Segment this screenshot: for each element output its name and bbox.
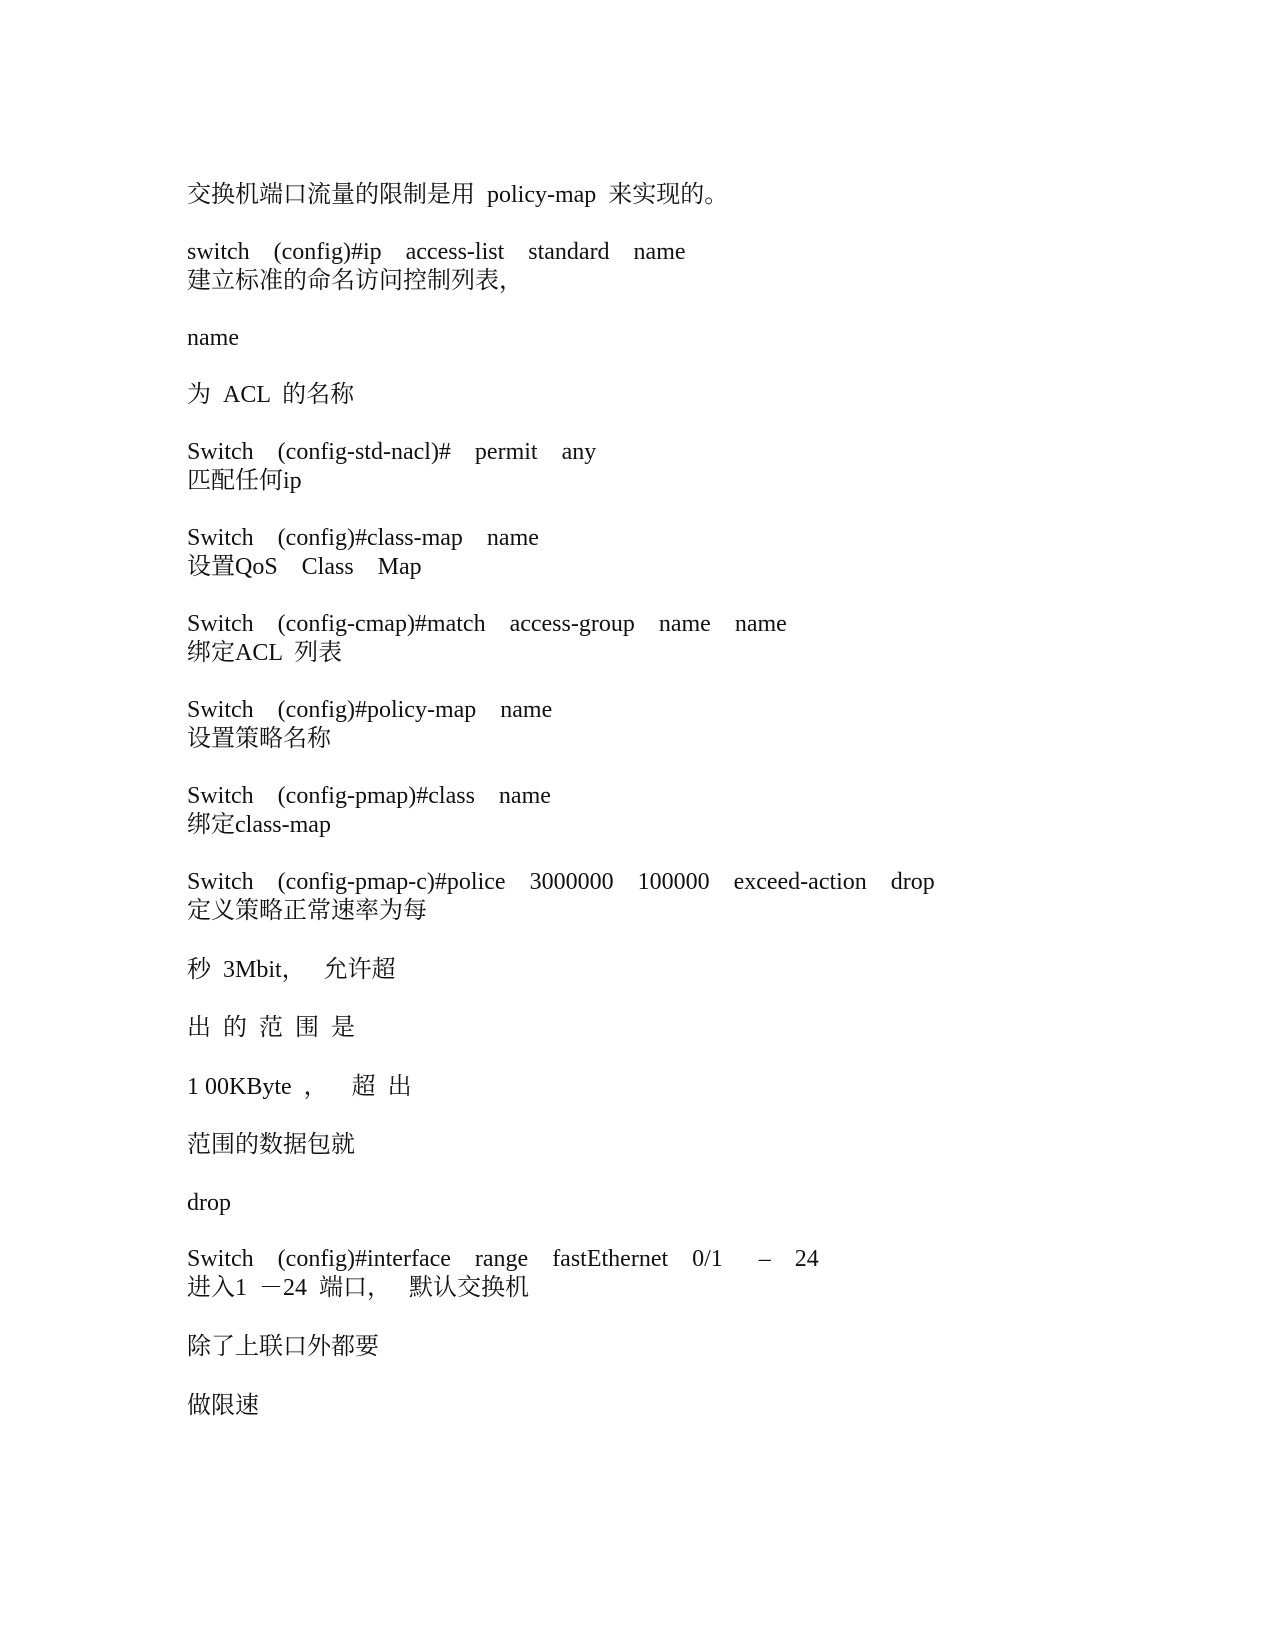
- command-line: Switch (config-cmap)#match access-group name name: [187, 611, 787, 637]
- text-line: name: [187, 325, 239, 351]
- description-line: 建立标准的命名访问控制列表，: [187, 268, 523, 294]
- description-line: 匹配任何ip: [187, 468, 302, 494]
- command-line: switch (config)#ip access-list standard name: [187, 239, 686, 265]
- command-line: Switch (config)#policy-map name: [187, 697, 553, 723]
- command-line: Switch (config-pmap-c)#police 3000000 100000 exceed-action drop: [187, 869, 935, 895]
- description-line: 定义策略正常速率为每: [187, 898, 427, 924]
- text-line: drop: [187, 1190, 231, 1216]
- intro-line: 交换机端口流量的限制是用 policy-map 来实现的。: [187, 182, 729, 208]
- text-line: 除了上联口外都要: [187, 1334, 379, 1360]
- text-line: 1 00KByte ， 超 出: [187, 1074, 412, 1100]
- text-line: 秒 3Mbit， 允许超: [187, 957, 396, 983]
- description-line: 绑定class-map: [187, 812, 331, 838]
- command-line: Switch (config-std-nacl)# permit any: [187, 439, 597, 465]
- description-line: 进入1 －24 端口， 默认交换机: [187, 1275, 529, 1301]
- command-line: Switch (config)#interface range fastEthernet 0/1 – 24: [187, 1246, 819, 1272]
- description-line: 设置QoS Class Map: [187, 554, 422, 580]
- command-line: Switch (config)#class-map name: [187, 525, 539, 551]
- description-line: 设置策略名称: [187, 726, 331, 752]
- text-line: 做限速: [187, 1393, 259, 1419]
- description-line: 绑定ACL 列表: [187, 640, 343, 666]
- text-line: 出 的 范 围 是: [187, 1015, 355, 1041]
- command-line: Switch (config-pmap)#class name: [187, 783, 551, 809]
- text-line: 为 ACL 的名称: [187, 382, 355, 408]
- text-line: 范围的数据包就: [187, 1132, 355, 1158]
